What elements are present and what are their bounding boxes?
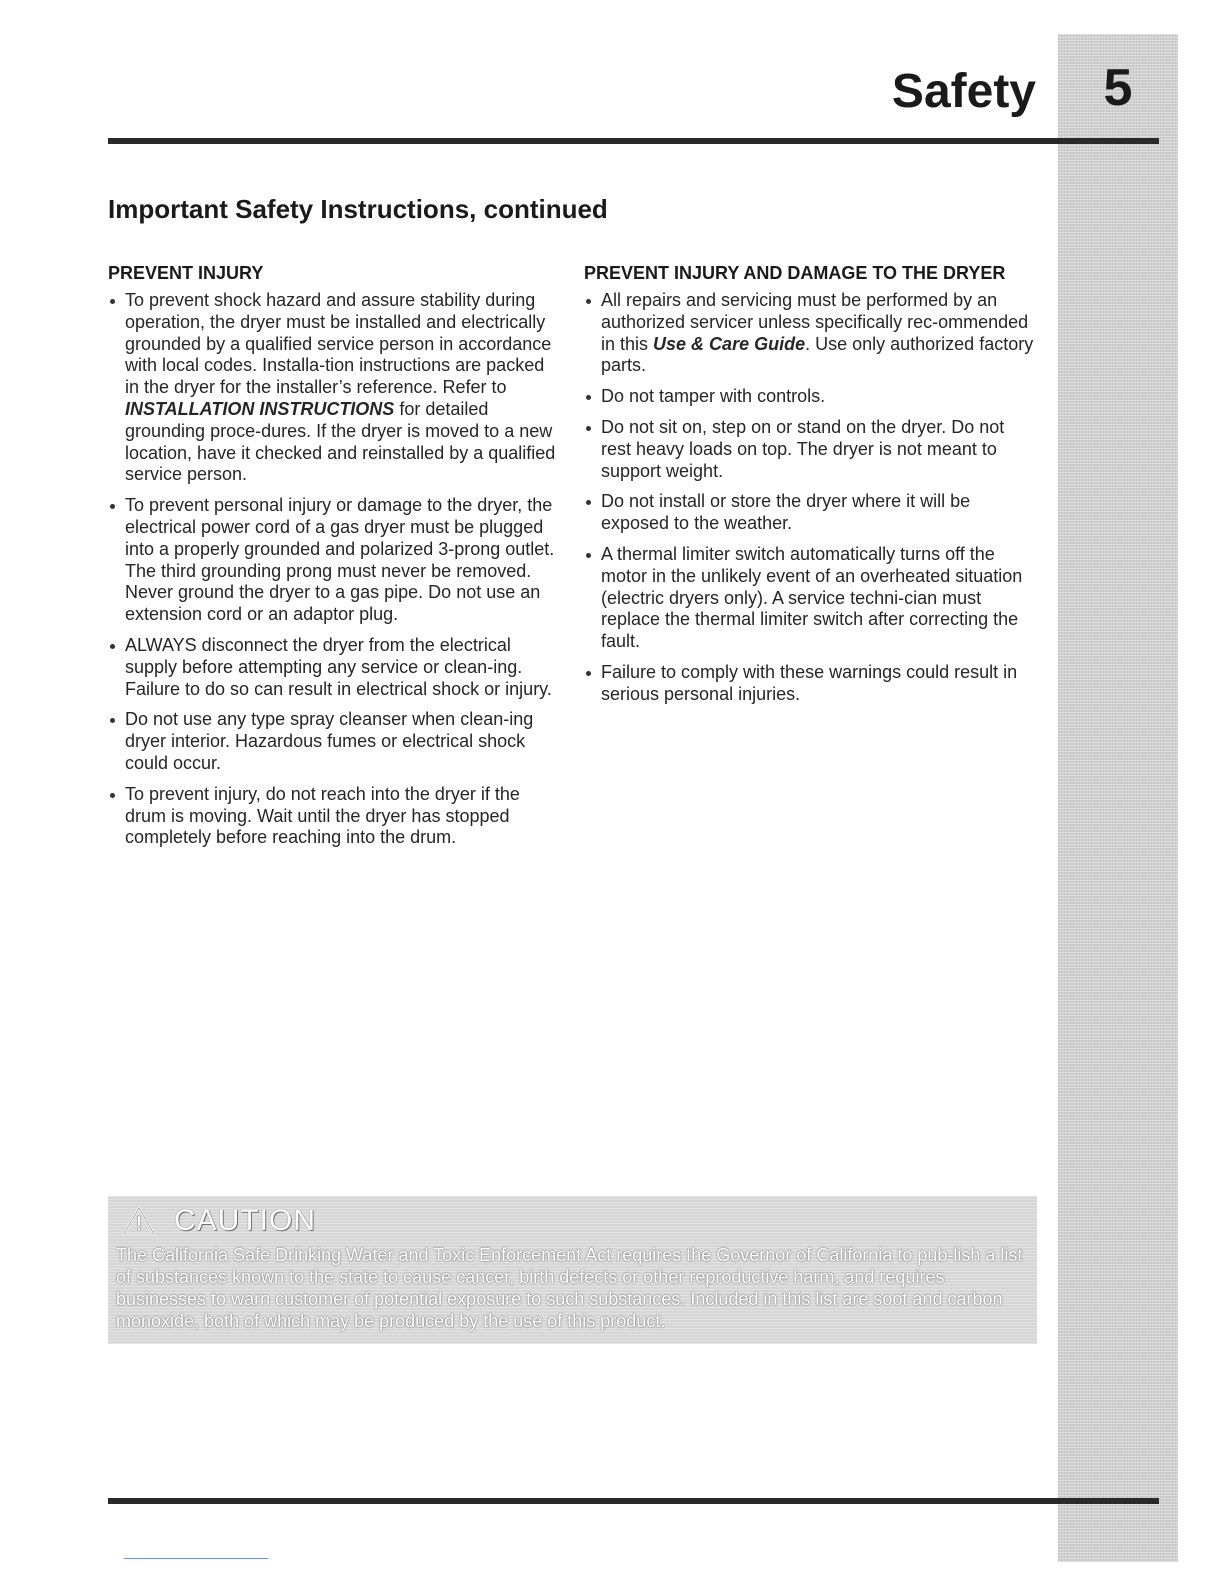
warning-triangle-icon [122, 1206, 156, 1236]
list-item-text: for detailed grounding proce-dures. If the dryer is moved to a new location, have it checked and reinstalled by a qualified service person. [125, 398, 556, 485]
right-column [584, 262, 1036, 715]
left-column-list [108, 290, 560, 849]
caution-box [108, 1196, 1037, 1344]
left-column-heading: PREVENT INJURY [108, 263, 264, 283]
footer-rule [108, 1498, 1159, 1504]
footer-accent-line [124, 1558, 268, 1559]
list-item-emphasis: INSTALLATION INSTRUCTIONS [125, 398, 395, 419]
list-item: ALWAYS disconnect the dryer from the electrical supply before attempting any service or clean-ing. Failure to do so can result in electrical shock or injury. [108, 635, 560, 700]
left-column [108, 262, 560, 858]
caution-text: The California Safe Drinking Water and Toxic Enforcement Act requires the Governor of California to pub-lish a list of substances known to the state to cause cancer, birth defects or other reproductive harm, and requires businesses to warn customer of potential exposure to such substances. Included in this list are soot and carbon monoxide, both of which may be produced by the use of this product. [116, 1245, 1023, 1331]
side-tab-band [1058, 34, 1178, 1562]
page-heading: Important Safety Instructions, continued [108, 194, 608, 224]
list-item: Do not use any type spray cleanser when clean-ing dryer interior. Hazardous fumes or electrical shock could occur. [108, 709, 560, 774]
right-column-list [584, 290, 1036, 706]
list-item: Failure to comply with these warnings could result in serious personal injuries. [584, 662, 1036, 706]
list-item-text: . Use only authorized factory parts. [601, 333, 1034, 376]
right-column-heading: PREVENT INJURY AND DAMAGE TO THE DRYER [584, 263, 1006, 283]
list-item [584, 290, 1036, 377]
list-item [108, 290, 560, 486]
list-item-text: To prevent shock hazard and assure stability during operation, the dryer must be installed and electrically grounded by a qualified service person in accordance with local codes. Installa-tion instructions are packed in the dryer for the installer’s reference. Refer to [125, 290, 552, 398]
header-rule [108, 138, 1159, 144]
list-item-text: All repairs and servicing must be performed by an authorized servicer unless specifically rec-ommended in this [601, 290, 1029, 354]
page-number: 5 [1103, 59, 1133, 117]
list-item: Do not tamper with controls. [584, 386, 1036, 408]
list-item: Do not install or store the dryer where it will be exposed to the weather. [584, 491, 1036, 535]
caution-title: CAUTION [174, 1204, 316, 1237]
list-item-emphasis: Use & Care Guide [653, 333, 806, 354]
list-item: Do not sit on, step on or stand on the dryer. Do not rest heavy loads on top. The dryer is not meant to support weight. [584, 417, 1036, 482]
caution-header [122, 1204, 316, 1238]
list-item: A thermal limiter switch automatically turns off the motor in the unlikely event of an overheated situation (electric dryers only). A service techni-cian must replace the thermal limiter switch after correcting the fault. [584, 544, 1036, 653]
list-item: To prevent injury, do not reach into the dryer if the drum is moving. Wait until the dryer has stopped completely before reaching into the drum. [108, 784, 560, 849]
section-title: Safety [891, 65, 1036, 118]
list-item: To prevent personal injury or damage to the dryer, the electrical power cord of a gas dryer must be plugged into a properly grounded and polarized 3-prong outlet. The third grounding prong must never be removed. Never ground the dryer to a gas pipe. Do not use an extension cord or an adaptor plug. [108, 495, 560, 626]
